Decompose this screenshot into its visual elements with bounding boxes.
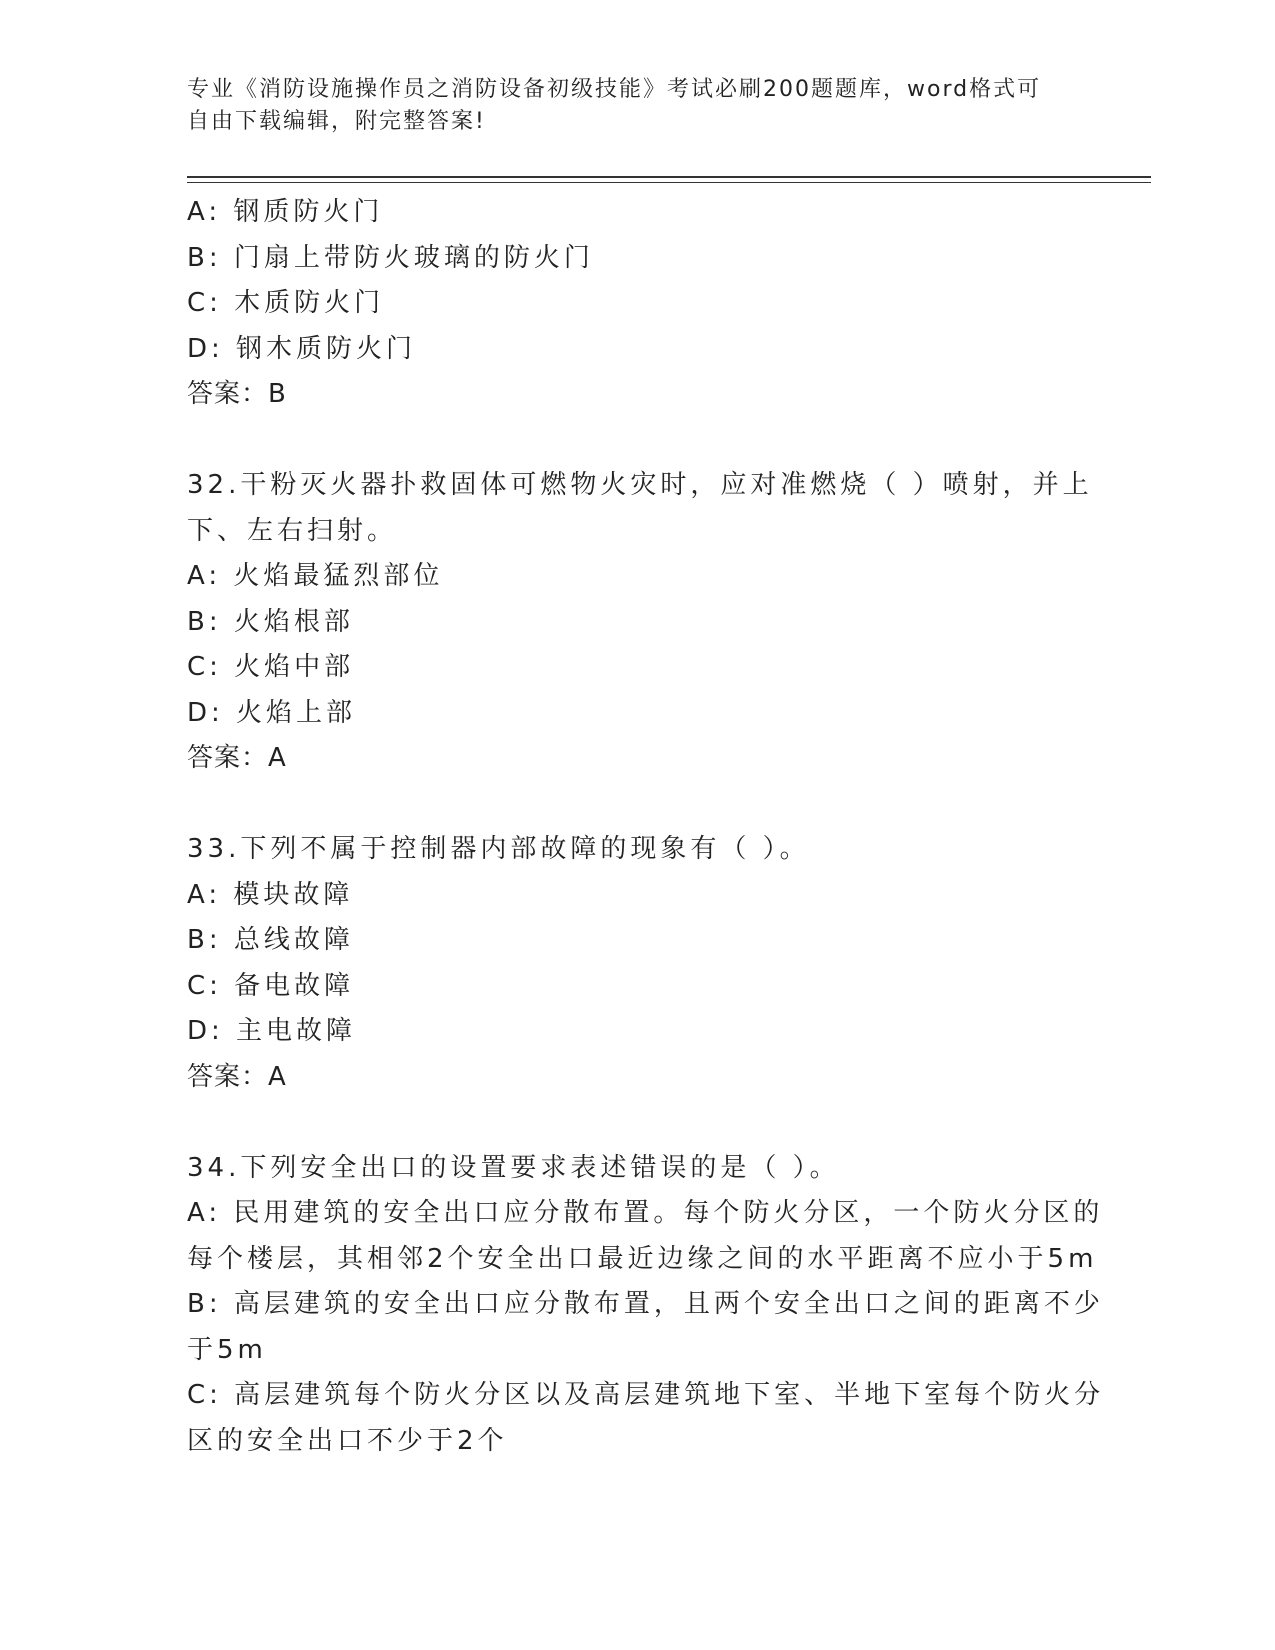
option-a: A: 火焰最猛烈部位 — [187, 561, 444, 591]
question-33 — [187, 827, 1087, 1100]
option-d: D: 钢木质防火门 — [187, 333, 417, 364]
option-b: B: 总线故障 — [187, 925, 354, 955]
header-title-line-1: 专业《消防设施操作员之消防设备初级技能》考试必刷200题题库，word格式可 — [187, 77, 1042, 102]
spacer — [187, 418, 1087, 464]
option-c: C: 火焰中部 — [187, 652, 355, 682]
option-d: D: 主电故障 — [187, 1016, 357, 1046]
option-c: C: 木质防火门 — [187, 288, 385, 318]
question-34 — [187, 1146, 1105, 1465]
question-stem-continued: 下、左右扫射。 — [187, 515, 398, 546]
question-stem: 33.下列不属于控制器内部故障的现象有（ ）。 — [187, 834, 810, 864]
answer: 答案：B — [187, 379, 287, 409]
question-list — [187, 190, 1105, 1464]
answer: 答案：A — [187, 1061, 287, 1092]
option-b: B: 高层建筑的安全出口应分散布置，且两个安全出口之间的距离不少 — [187, 1289, 1104, 1319]
question-stem: 32.干粉灭火器扑救固体可燃物火灾时，应对准燃烧（ ）喷射，并上 — [187, 470, 1093, 500]
document-header — [187, 74, 1067, 138]
option-b: B: 门扇上带防火玻璃的防火门 — [187, 242, 594, 273]
question-stem: 34.下列安全出口的设置要求表述错误的是（ ）。 — [187, 1152, 840, 1183]
option-a: A: 民用建筑的安全出口应分散布置。每个防火分区，一个防火分区的 — [187, 1198, 1104, 1228]
option-c: C: 备电故障 — [187, 970, 355, 1001]
option-c: C: 高层建筑每个防火分区以及高层建筑地下室、半地下室每个防火分 — [187, 1380, 1105, 1410]
option-a: A: 钢质防火门 — [187, 197, 384, 227]
header-title-line-2: 自由下载编辑，附完整答案! — [187, 109, 486, 134]
option-b-continued: 于5m — [187, 1334, 267, 1365]
question-32 — [187, 463, 1093, 782]
option-a: A: 模块故障 — [187, 879, 354, 910]
option-a-continued: 每个楼层，其相邻2个安全出口最近边缘之间的水平距离不应小于5m — [187, 1243, 1098, 1274]
header-divider-thin — [187, 182, 1151, 183]
header-divider-thick — [187, 176, 1151, 178]
question-31 — [187, 190, 1087, 418]
option-d: D: 火焰上部 — [187, 697, 357, 728]
spacer — [187, 782, 1087, 828]
spacer — [187, 1100, 1087, 1146]
answer: 答案：A — [187, 743, 287, 773]
option-b: B: 火焰根部 — [187, 606, 354, 637]
option-c-continued: 区的安全出口不少于2个 — [187, 1425, 508, 1456]
